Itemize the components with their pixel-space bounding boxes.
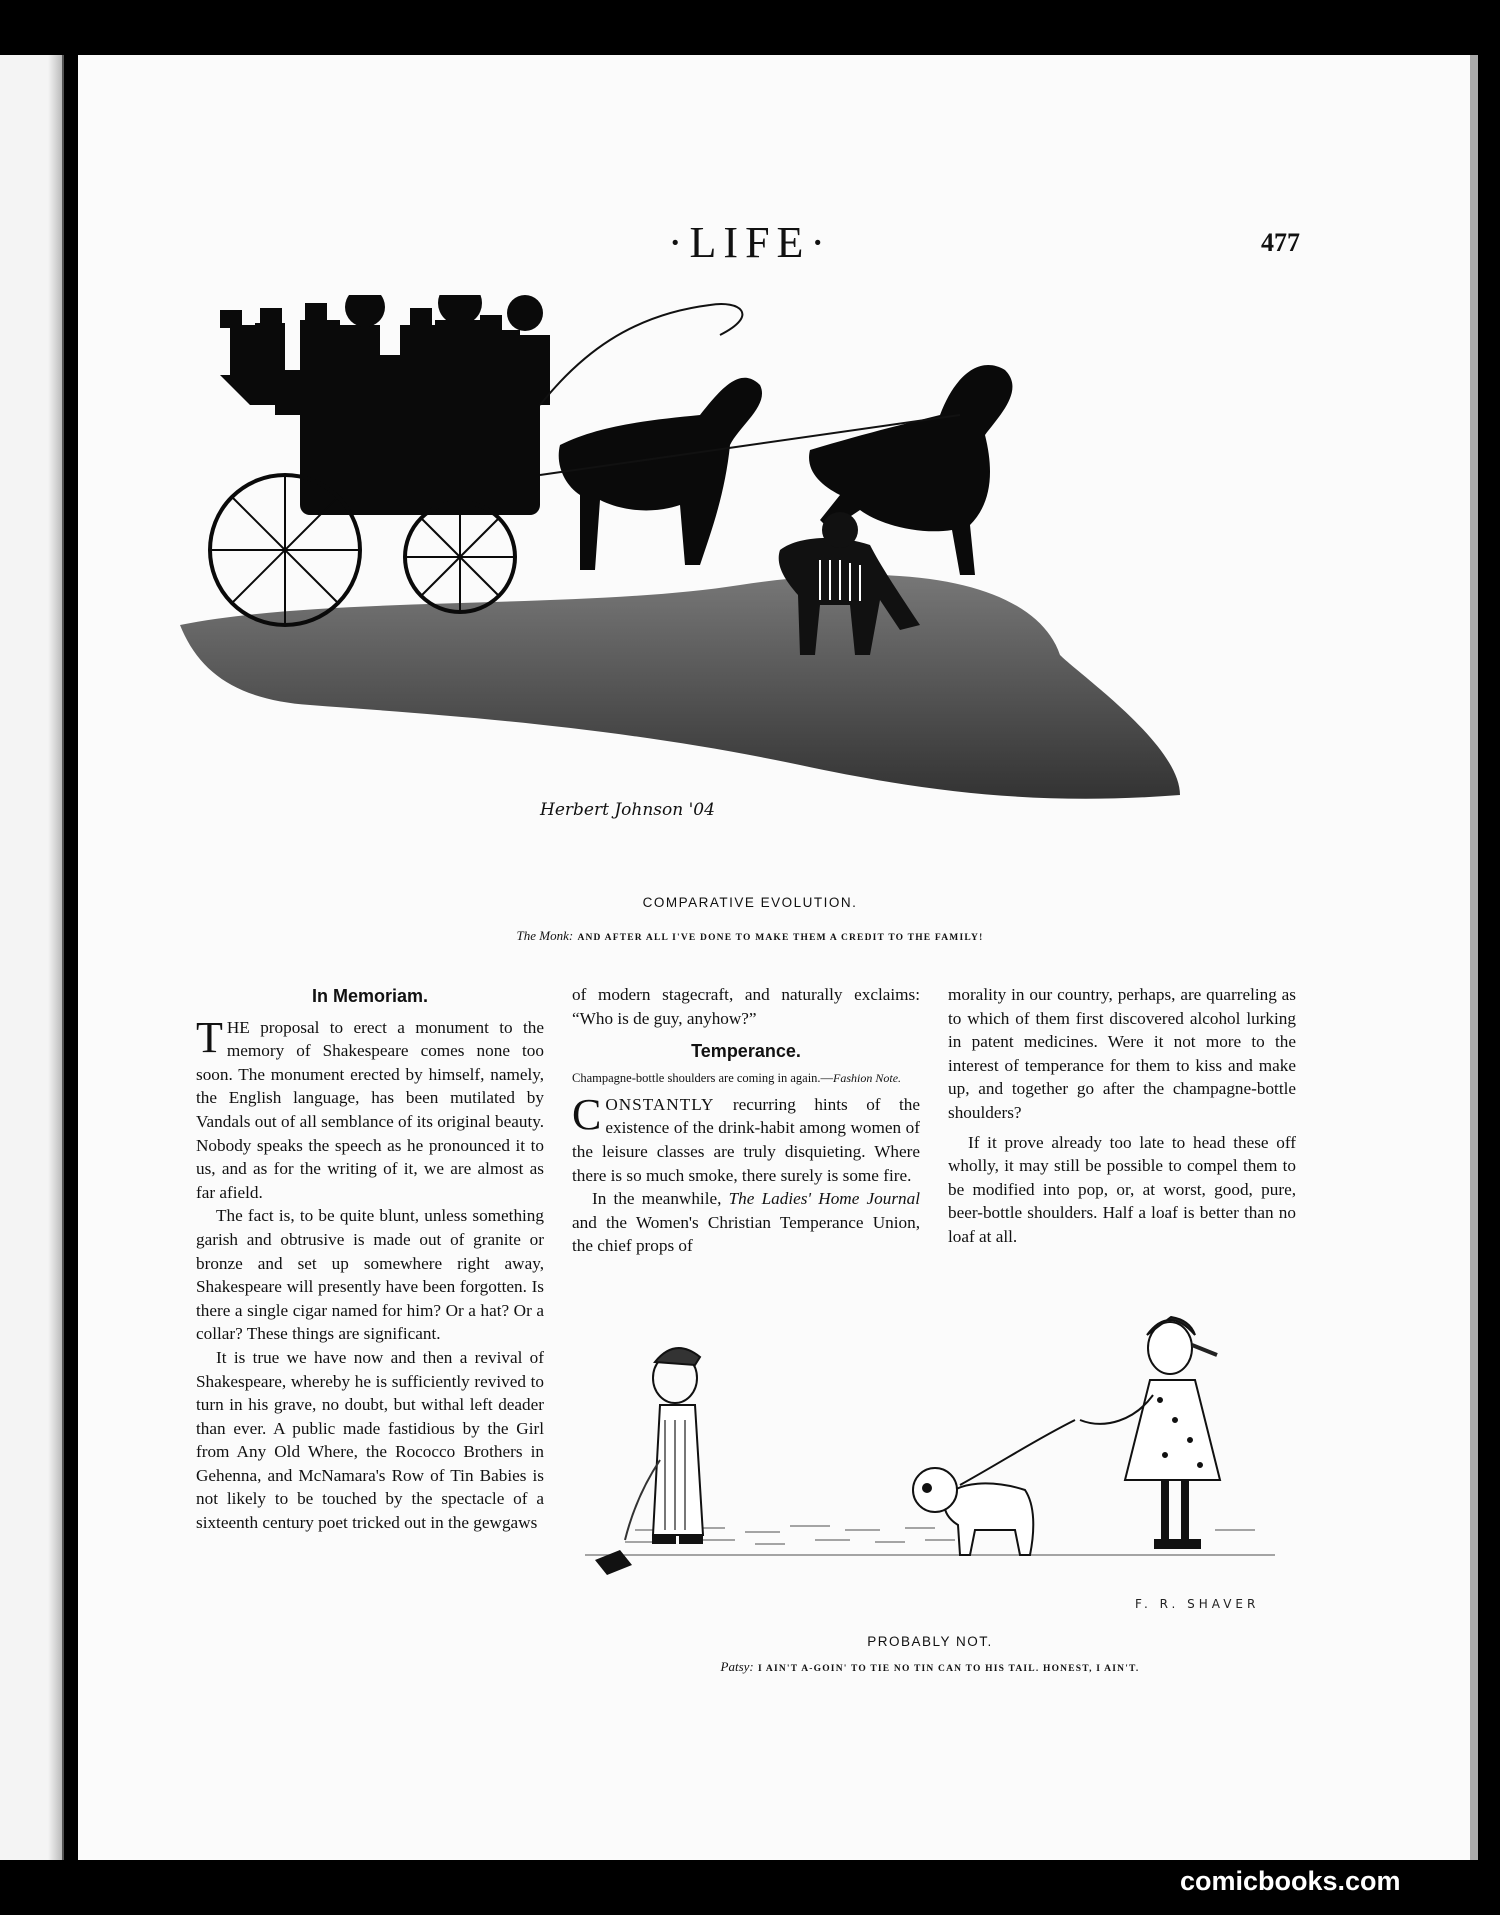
paragraph [572,1089,920,1187]
column-temperance-continued [948,983,1296,1249]
facing-page-edge [0,55,64,1860]
illustration-caption-dialogue [380,928,1120,944]
boy-figure [625,1348,703,1543]
epigraph-source: Fashion Note. [833,1070,902,1085]
paragraph-text: HE proposal to erect a monument to the memory of Shakespeare comes none too soon. The monument erected by himself, namely, the English language, has been mutilated by Vandals out of all semblance of its original beauty. Nobody speaks the speech as he pronounced it to us, and as for the writing of it, we are almost as far afield. [196,1017,544,1202]
caption-text: AND AFTER ALL I'VE DONE TO MAKE THEM A CREDIT TO THE FAMILY! [577,933,984,943]
artist-signature: F. R. SHAVER [1135,1597,1260,1611]
epigraph [572,1071,920,1085]
article-heading-temperance: Temperance. [691,1041,801,1062]
epigraph-text: Champagne-bottle shoulders are coming in again.— [572,1070,834,1085]
children-dog-illustration [575,1290,1295,1615]
whip [540,304,742,405]
paragraph [196,1012,544,1205]
paragraph [572,1187,920,1258]
drop-cap: C [572,1089,602,1139]
caption-speaker: Patsy: [720,1659,754,1674]
article-heading-in-memoriam: In Memoriam. [311,986,429,1006]
leash [960,1420,1075,1485]
page-number: 477 [1261,228,1300,257]
tin-can [595,1550,632,1575]
girl-figure [1080,1317,1220,1548]
page-edge [1470,55,1478,1860]
paragraph: The fact is, to be quite blunt, unless something garish and obtrusive is made out of granite or bronze and set up somewhere right away, Shakespeare will presently have been forgotten. Is there a single cigar named for him? Or a hat? Or a collar? These things are significant. [196,1206,544,1344]
paragraph: If it prove already too late to head these off wholly, it may still be possible to compel them to be modified into pop, or, at worst, good, pure, beer-bottle shoulders. Half a loaf is better than no loaf at all. [948,1132,1296,1246]
caption-text: I AIN'T A-GOIN' TO TIE NO TIN CAN TO HIS TAIL. HONEST, I AIN'T. [757,1664,1140,1674]
illustration-caption-dialogue [640,1659,1220,1675]
paragraph-text: recurring hints of the existence of the drink-habit among women of the leisure classes are truly disquieting. Where there is so much smoke, there surely is some fire. [572,1094,920,1185]
column-temperance [572,983,920,1258]
paragraph-text: and the Women's Christian Temperance Union, the chief props of [572,1212,920,1256]
watermark: comicbooks.com [1180,1866,1401,1896]
illustration-caption-title: PROBABLY NOT. [867,1634,993,1649]
stagecoach-illustration [180,295,1300,890]
horses [559,365,1013,575]
column-in-memoriam [196,985,544,1535]
artist-signature: Herbert Johnson '04 [540,800,715,820]
paragraph: It is true we have now and then a revival of Shakespeare, whereby he is sufficiently revived to turn in his grave, no doubt, but withal left deader than ever. A public made fastidious by the Girl from Any Old Where, the Rococco Brothers in Gehenna, and McNamara's Row of Tin Babies is not likely to be touched by the spectacle of a sixteenth century poet tricked out in the gewgaws [196,1347,544,1533]
paragraph-text: In the meanwhile, [592,1189,729,1209]
paragraph: morality in our country, perhaps, are quarreling as to which of them first discovered alcohol lurking in patent medicines. Were it not more to the interest of temperance for them to kiss and make up, and together go after the champagne-bottle shoulders? [948,985,1296,1122]
bulldog [913,1468,1033,1555]
masthead-title: ·LIFE· [667,218,833,267]
stagecoach-silhouette [220,295,550,515]
illustration-caption-title: COMPARATIVE EVOLUTION. [642,895,858,910]
publication-title: The Ladies' Home Journal [728,1189,920,1209]
lead-in: ONSTANTLY [605,1094,715,1114]
caption-speaker: The Monk: [516,928,574,943]
continuation-paragraph: of modern stagecraft, and naturally exclaims: “Who is de guy, anyhow?” [572,985,920,1028]
drop-cap: T [196,1012,223,1062]
